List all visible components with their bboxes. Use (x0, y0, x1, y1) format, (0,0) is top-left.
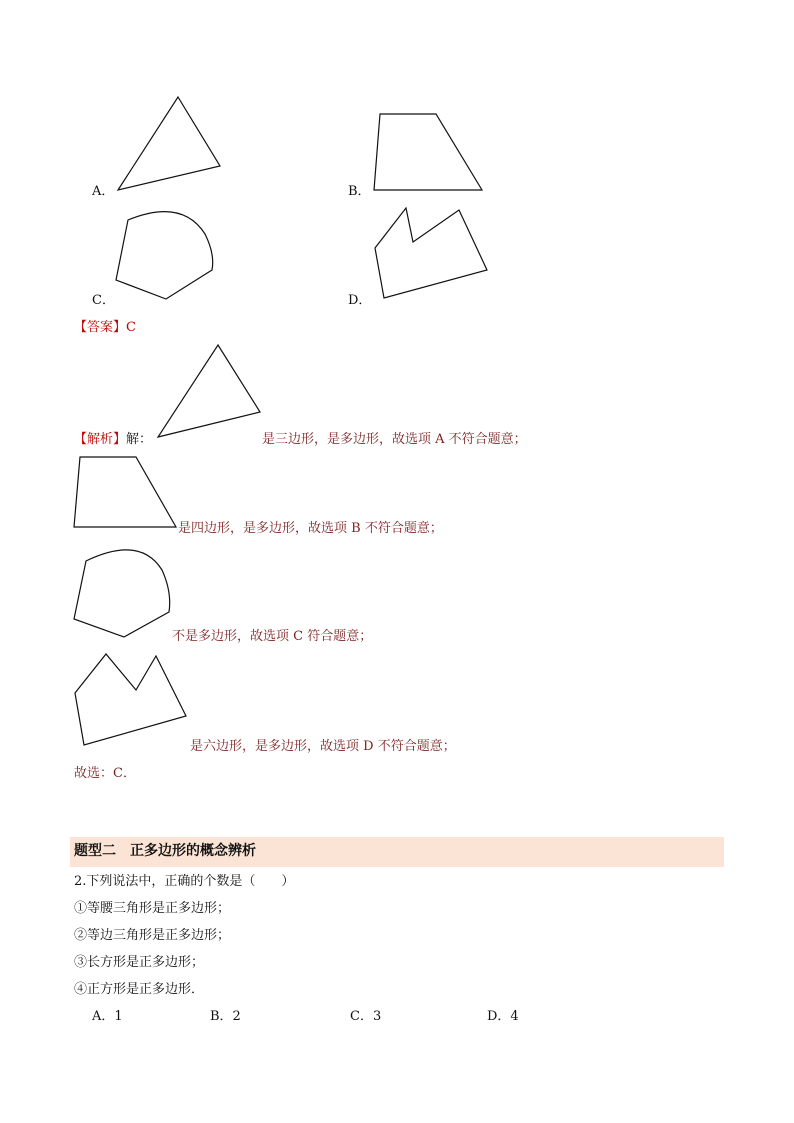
option-b-label: B． (348, 184, 371, 199)
statement-3: ③长方形是正多边形； (74, 955, 205, 970)
question-2-stem: 2.下列说法中，正确的个数是（ ） (74, 874, 295, 889)
choice-a: A．1 (92, 1009, 123, 1024)
statement-1: ①等腰三角形是正多边形； (74, 901, 231, 916)
option-a-label: A． (92, 184, 115, 199)
analysis-triangle-shape (158, 345, 260, 437)
analysis-curved-pentagon-shape (74, 550, 170, 637)
choice-c: C．3 (350, 1009, 382, 1024)
statement-4: ④正方形是正多边形． (74, 982, 205, 997)
answer-value: C (126, 320, 136, 335)
choice-b: B．2 (210, 1009, 241, 1024)
analysis-lead (74, 428, 152, 447)
analysis-trapezoid-shape (74, 457, 176, 527)
analysis-hexagon-shape (75, 654, 186, 745)
option-d-label: D． (348, 293, 372, 308)
option-c-label: C． (92, 293, 115, 308)
analysis-conclusion: 故选：C． (74, 766, 136, 781)
analysis-line-c: 不是多边形，故选项 C 符合题意； (172, 629, 373, 644)
analysis-line-a: 是三边形，是多边形，故选项 A 不符合题意； (262, 432, 527, 447)
statement-2: ②等边三角形是正多边形； (74, 928, 231, 943)
choice-d: D．4 (487, 1009, 519, 1024)
section-title: 题型二 正多边形的概念辨析 (74, 843, 256, 859)
analysis-line-d: 是六边形，是多边形，故选项 D 不符合题意； (190, 739, 456, 754)
analysis-line-b: 是四边形，是多边形，故选项 B 不符合题意； (178, 521, 443, 536)
analysis-prefix: 解： (126, 432, 153, 447)
answer-tag: 【答案】 (74, 320, 127, 335)
analysis-tag: 【解析】 (74, 432, 127, 447)
